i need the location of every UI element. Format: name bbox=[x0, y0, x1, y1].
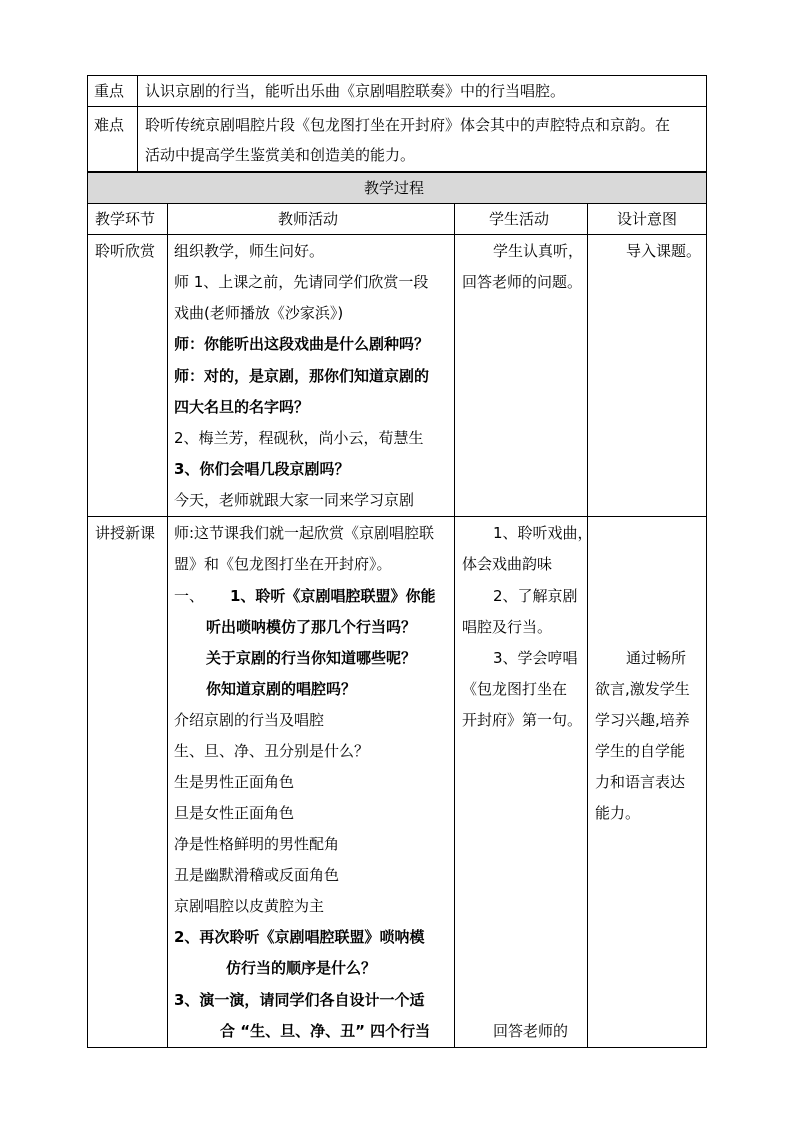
row2-stage: 讲授新课 bbox=[95, 524, 156, 542]
row2-teacher-line: 合 “生、旦、净、丑” 四个行当 bbox=[220, 1022, 431, 1040]
header-row-divider bbox=[87, 234, 707, 235]
row2-teacher-line: 1、聆听《京剧唱腔联盟》你能 bbox=[230, 587, 436, 605]
header-stage: 教学环节 bbox=[95, 210, 156, 228]
row2-teacher-line: 2、再次聆听《京剧唱腔联盟》唢呐模 bbox=[174, 928, 425, 946]
row2-teacher-line: 旦是女性正面角色 bbox=[174, 804, 295, 822]
row2-student-line: 《包龙图打坐在 bbox=[462, 680, 568, 698]
row2-teacher-line: 盟》和《包龙图打坐在开封府》。 bbox=[174, 555, 392, 573]
row1-divider bbox=[87, 516, 707, 517]
row1-stage: 聆听欣赏 bbox=[95, 242, 156, 260]
row2-intent-line: 学习兴趣,培养 bbox=[595, 711, 690, 729]
row2-intent-line: 能力。 bbox=[595, 804, 641, 822]
row1-teacher-line: 师 1、上课之前，先请同学们欣赏一段 bbox=[174, 273, 429, 291]
row1-intent: 导入课题。 bbox=[626, 242, 702, 260]
row1-teacher-line: 今天，老师就跟大家一同来学习京剧 bbox=[174, 491, 415, 509]
row1-teacher-line: 组织教学，师生问好。 bbox=[174, 242, 325, 260]
row2-teacher-line: 介绍京剧的行当及唱腔 bbox=[174, 711, 325, 729]
header-teacher: 教师活动 bbox=[278, 210, 339, 228]
row2-student-line: 回答老师的 bbox=[493, 1022, 569, 1040]
row2-intent-line: 力和语言表达 bbox=[595, 773, 686, 791]
row1-student-line: 学生认真听， bbox=[493, 242, 584, 260]
focus-label: 重点 bbox=[94, 82, 125, 100]
focus-text: 认识京剧的行当，能听出乐曲《京剧唱腔联奏》中的行当唱腔。 bbox=[145, 82, 566, 100]
row1-teacher-line: 3、你们会唱几段京剧吗？ bbox=[174, 460, 350, 478]
process-title: 教学过程 bbox=[364, 179, 425, 197]
row2-teacher-line: 3、演一演，请同学们各自设计一个适 bbox=[174, 991, 425, 1009]
row2-student-line: 2、了解京剧 bbox=[493, 587, 578, 605]
row2-teacher-line: 关于京剧的行当你知道哪些呢？ bbox=[206, 649, 417, 667]
row2-teacher-line: 听出唢呐模仿了那几个行当吗？ bbox=[206, 618, 417, 636]
row2-teacher-line: 丑是幽默滑稽或反面角色 bbox=[174, 866, 340, 884]
row2-intent-line: 欲言,激发学生 bbox=[595, 680, 690, 698]
row2-teacher-line: 你知道京剧的唱腔吗？ bbox=[206, 680, 357, 698]
row2-intent-line: 通过畅所 bbox=[626, 649, 687, 667]
row2-teacher-line: 生、旦、净、丑分别是什么？ bbox=[174, 742, 370, 760]
row2-student-line: 体会戏曲韵味 bbox=[462, 555, 553, 573]
process-title-divider bbox=[87, 203, 707, 204]
row2-intent-line: 学生的自学能 bbox=[595, 742, 686, 760]
row1-teacher-line: 师：你能听出这段戏曲是什么剧种吗？ bbox=[174, 335, 430, 353]
col-divider-3 bbox=[587, 203, 588, 1048]
row2-student-line: 1、聆听戏曲， bbox=[493, 524, 593, 542]
row2-teacher-line: 仿行当的顺序是什么？ bbox=[226, 959, 377, 977]
row2-teacher-line: 一、 bbox=[174, 587, 205, 605]
difficulty-label: 难点 bbox=[94, 116, 125, 134]
row1-teacher-line: 四大名旦的名字吗？ bbox=[174, 398, 310, 416]
row1-teacher-line: 戏曲(老师播放《沙家浜》) bbox=[174, 304, 344, 322]
row2-teacher-line: 师:这节课我们就一起欣赏《京剧唱腔联 bbox=[174, 524, 435, 542]
row2-teacher-line: 京剧唱腔以皮黄腔为主 bbox=[174, 897, 325, 915]
col-divider-2 bbox=[454, 203, 455, 1048]
header-student: 学生活动 bbox=[489, 210, 550, 228]
objectives-divider bbox=[137, 75, 138, 172]
row2-student-line: 唱腔及行当。 bbox=[462, 618, 553, 636]
difficulty-text-line2: 活动中提高学生鉴赏美和创造美的能力。 bbox=[145, 146, 416, 164]
row2-student-line: 3、学会哼唱 bbox=[493, 649, 578, 667]
objectives-row-divider bbox=[87, 106, 707, 107]
row1-student-line: 回答老师的问题。 bbox=[462, 273, 583, 291]
difficulty-text-line1: 聆听传统京剧唱腔片段《包龙图打坐在开封府》体会其中的声腔特点和京韵。在 bbox=[145, 116, 671, 134]
row2-teacher-line: 生是男性正面角色 bbox=[174, 773, 295, 791]
col-divider-1 bbox=[167, 203, 168, 1048]
row1-teacher-line: 师：对的，是京剧，那你们知道京剧的 bbox=[174, 367, 430, 385]
row2-teacher-line: 净是性格鲜明的男性配角 bbox=[174, 835, 340, 853]
header-intent: 设计意图 bbox=[617, 210, 678, 228]
row1-teacher-line: 2、梅兰芳，程砚秋，尚小云，荀慧生 bbox=[174, 429, 424, 447]
row2-student-line: 开封府》第一句。 bbox=[462, 711, 583, 729]
